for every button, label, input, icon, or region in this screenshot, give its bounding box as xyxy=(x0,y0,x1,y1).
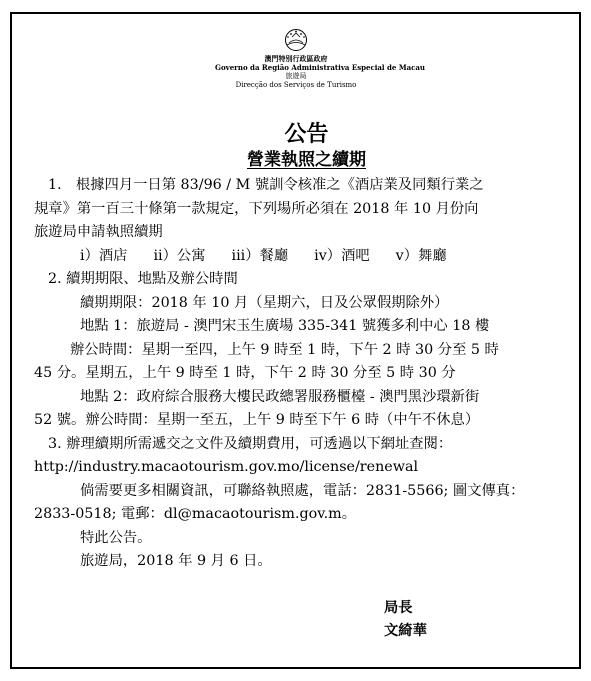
type-hotel: i）酒店 xyxy=(80,247,128,264)
issue-date: 旅遊局，2018 年 9 月 6 日。 xyxy=(80,553,272,569)
type-bar: iv）酒吧 xyxy=(314,247,370,264)
item2-location1: 地點 1：旅遊局 - 澳門宋玉生廣場 335-341 號獲多利中心 18 樓 xyxy=(80,318,490,334)
notice-title: 公告 xyxy=(284,121,329,147)
notice-body xyxy=(34,120,579,574)
signer-name: 文綺華 xyxy=(384,623,427,639)
item2-hours1b: 45 分。星期五，上午 9 時至 1 時，下午 2 時 30 分至 5 時 30 分 xyxy=(34,365,456,381)
renewal-url-link[interactable]: http://industry.macaotourism.gov.mo/license/renewal xyxy=(34,459,419,475)
letterhead xyxy=(215,28,425,110)
item2-location2b: 52 號。辦公時間：星期一至五，上午 9 時至下午 6 時（中午不休息） xyxy=(34,412,480,428)
header-gov-zh: 澳門特別行政區政府 xyxy=(264,54,328,63)
header-gov-pt: Governo da Região Administrativa Especial de Macau xyxy=(215,63,425,72)
item3-line1: 3. 辦理續期所需遞交之文件及續期費用，可透過以下網址查閱： xyxy=(48,435,453,452)
item3-contact1: 倘需要更多相關資訊，可聯絡執照處，電話：2831-5566; 圖文傳真： xyxy=(80,482,525,499)
header-dept-pt: Direcção dos Serviços de Turismo xyxy=(235,81,357,89)
item1-line2: 規章》第一百三十條第一款規定，下列場所必須在 2018 年 10 月份向 xyxy=(34,200,479,217)
type-restaurant: iii）餐廳 xyxy=(231,247,289,264)
closing-text: 特此公告。 xyxy=(80,529,152,546)
type-apartment: ii）公寓 xyxy=(153,247,206,264)
establishment-types xyxy=(34,245,579,269)
item2-heading: 2. 續期期限、地點及辦公時間 xyxy=(48,271,238,287)
item3-contact2: 2833-0518; 電郵：dl@macaotourism.gov.m。 xyxy=(34,506,357,522)
item1-line1: 1. 根據四月一日第 83/96 / M 號訓令核准之《酒店業及同類行業之 xyxy=(48,177,484,193)
macau-emblem-icon xyxy=(277,28,315,52)
item1-line3: 旅遊局申請執照續期 xyxy=(34,224,163,240)
signer-title: 局長 xyxy=(384,600,413,616)
notice-subtitle: 營業執照之續期 xyxy=(247,150,366,170)
type-dance-hall: v）舞廳 xyxy=(395,247,447,264)
item2-period: 續期期限：2018 年 10 月（星期六，日及公眾假期除外） xyxy=(80,294,449,311)
notice-frame xyxy=(10,12,581,669)
header-dept-zh: 旅遊局 xyxy=(285,72,307,80)
item2-hours1a: 辦公時間：星期一至四，上午 9 時至 1 時，下午 2 時 30 分至 5 時 xyxy=(70,341,499,358)
item2-location2a: 地點 2：政府綜合服務大樓民政總署服務櫃檯 - 澳門黑沙環新街 xyxy=(80,388,480,405)
